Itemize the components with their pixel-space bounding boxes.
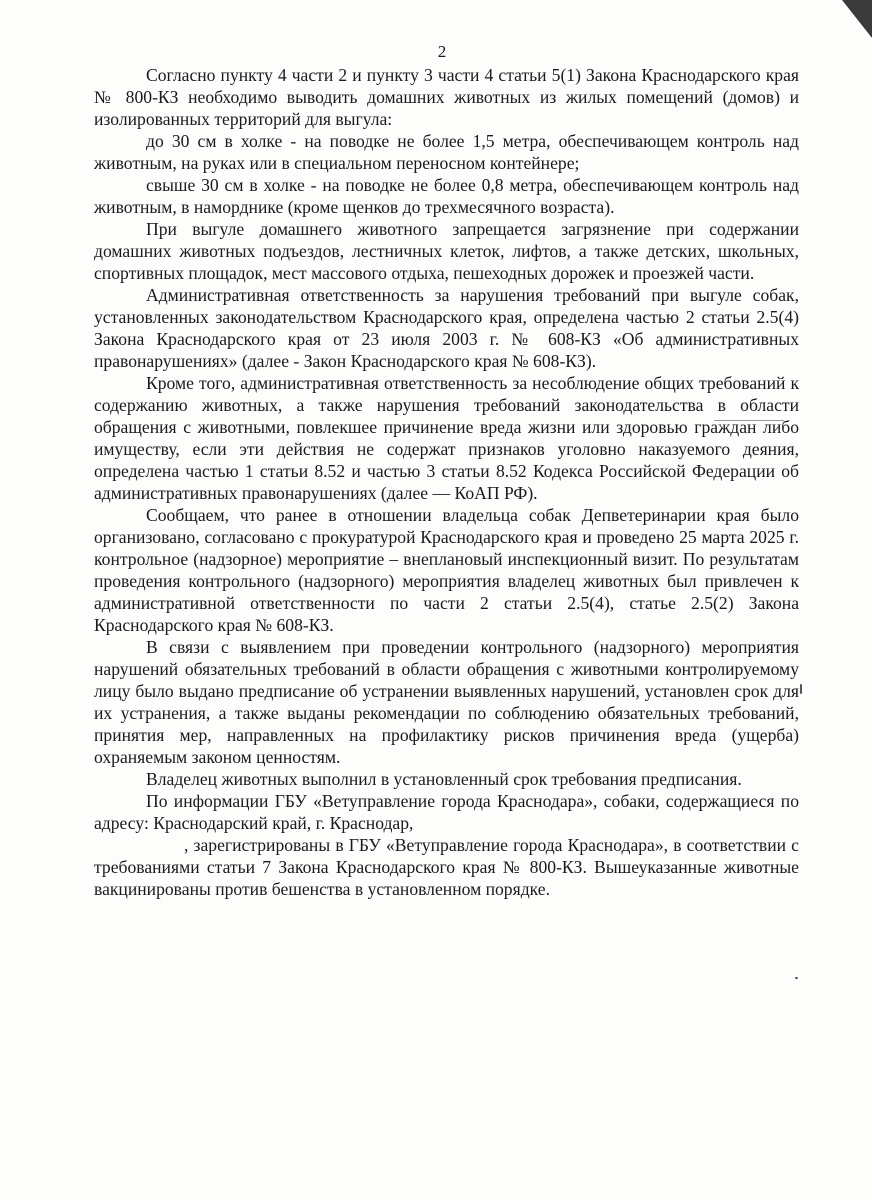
page-number: 2: [437, 42, 447, 61]
paragraph-vet-info: По информации ГБУ «Ветуправление города Краснодара», собаки, содержащиеся по адресу: Краснодарский край, г. Краснодар,: [94, 791, 799, 833]
paragraph-admin-liability: Административная ответственность за нарушения требований при выгуле собак, установленных законодательством Краснодарского края, определена частью 2 статьи 2.5(4) Закона Краснодарского края от 23 июля 2003 г. № 608-КЗ «Об административных правонарушениях» (далее - Закон Краснодарского края № 608-КЗ).: [94, 285, 799, 371]
paragraph-inspection: Сообщаем, что ранее в отношении владельца собак Депветеринарии края было организовано, согласовано с прокуратурой Краснодарского края и проведено 25 марта 2025 г. контрольное (надзорное) мероприятие – внеплановый инспекционный визит. По результатам проведения контрольного (надзорного) мероприятия владелец животных был привлечен к административной ответственности по части 2 статьи 2.5(4), статье 2.5(2) Закона Краснодарского края № 608-КЗ.: [94, 505, 799, 635]
scan-speck: [800, 684, 802, 694]
paragraph-owner-complied: Владелец животных выполнил в установленный срок требования предписания.: [146, 769, 742, 789]
paragraph-walking-rules: Согласно пункту 4 части 2 и пункту 3 части 4 статьи 5(1) Закона Краснодарского края № 800-КЗ необходимо выводить домашних животных из жилых помещений (домов) и изолированных территорий для выгула:: [94, 65, 799, 129]
paragraph-over-30cm: свыше 30 см в холке - на поводке не более 0,8 метра, обеспечивающем контроль над животным, в наморднике (кроме щенков до трехмесячного возраста).: [94, 175, 799, 217]
paragraph-koap-liability: Кроме того, административная ответственность за несоблюдение общих требований к содержанию животных, а также нарушения требований законодательства в области обращения с животными, повлекшее причинение вреда жизни или здоровью граждан либо имуществу, если эти действия не содержат признаков уголовно наказуемого деяния, определена частью 1 статьи 8.52 и частью 3 статьи 8.52 Кодекса Российской Федерации об административных правонарушениях (далее — КоАП РФ).: [94, 373, 799, 503]
paragraph-registration: [94, 834, 799, 900]
scan-dark-corner: [842, 0, 872, 38]
paragraph-violations-order: В связи с выявлением при проведении контрольного (надзорного) мероприятия нарушений обязательных требований в области обращения с животными контролируемому лицу было выдано предписание об устранении выявленных нарушений, установлен срок для их устранения, а также выданы рекомендации по соблюдению обязательных требований, принятия мер, направленных на профилактику рисков причинения вреда (ущерба) охраняемым законом ценностям.: [94, 637, 799, 767]
scan-speck: [795, 977, 798, 979]
paragraph-under-30cm: до 30 см в холке - на поводке не более 1,5 метра, обеспечивающем контроль над животным, на руках или в специальном переносном контейнере;: [94, 131, 799, 173]
letter-body: [94, 64, 799, 900]
paragraph-pollution-ban: При выгуле домашнего животного запрещается загрязнение при содержании домашних животных подъездов, лестничных клеток, лифтов, а также детских, школьных, спортивных площадок, мест массового отдыха, пешеходных дорожек и проезжей части.: [94, 219, 799, 283]
registration-text: , зарегистрированы в ГБУ «Ветуправление города Краснодара», в соответствии с требованиями статьи 7 Закона Краснодарского края № 800-КЗ. Вышеуказанные животные вакцинированы против бешенства в установленном порядке.: [94, 835, 799, 899]
